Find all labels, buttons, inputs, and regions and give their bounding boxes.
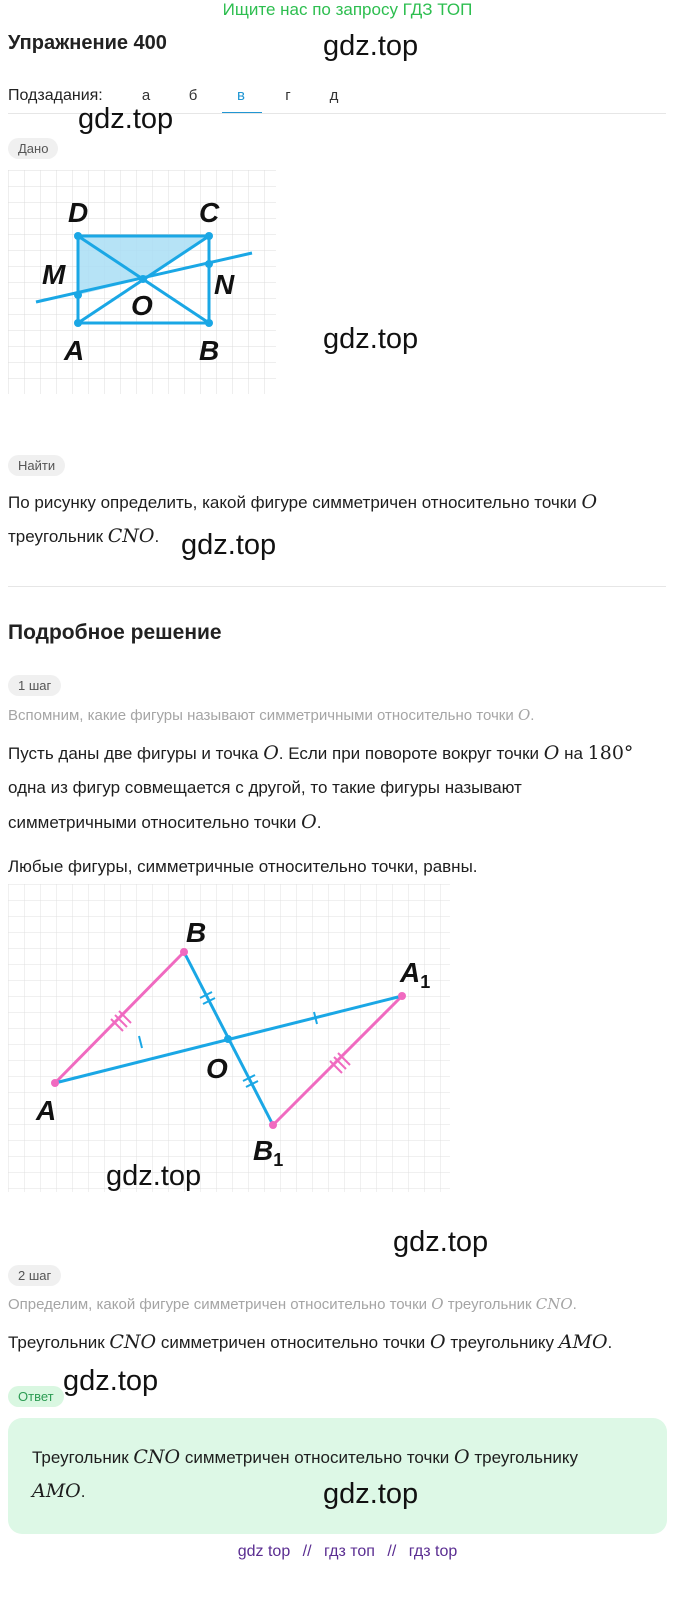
math-amo: AMO <box>32 1480 81 1502</box>
tab-b[interactable]: б <box>188 87 198 104</box>
math-o: O <box>430 1331 446 1353</box>
punct: . <box>572 1296 577 1313</box>
step1-pill: 1 шаг <box>8 675 61 696</box>
answer-line2 <box>32 1474 86 1509</box>
label-d: D <box>68 197 89 228</box>
given-pill: Дано <box>8 138 58 159</box>
label-b1: $B_1$ <box>253 1135 284 1170</box>
find-text: По рисунку определить, какой фигуре симметричен относительно точки <box>8 493 577 512</box>
math-o: O <box>263 742 279 764</box>
point-o <box>139 275 147 283</box>
search-banner[interactable]: Ищите нас по запросу ГДЗ ТОП <box>222 0 473 19</box>
text: Треугольник <box>8 1333 105 1352</box>
label-o: O <box>206 1053 228 1084</box>
footer-link[interactable]: гдз топ <box>324 1543 375 1560</box>
text: треугольнику <box>450 1333 555 1352</box>
point-d <box>74 232 82 240</box>
math-amo: AMO <box>558 1331 608 1353</box>
punct: . <box>316 813 322 832</box>
text: Пусть даны две фигуры и точка <box>8 744 259 763</box>
math-o: O <box>301 811 317 833</box>
label-a1: $A_1$ <box>400 957 431 992</box>
hint-text: треугольник <box>447 1296 532 1313</box>
label-a: A <box>64 335 85 366</box>
label-c: C <box>199 197 220 228</box>
footer-separator: // <box>387 1543 397 1560</box>
point-a1 <box>398 992 406 1000</box>
find-pill: Найти <box>8 455 65 476</box>
symmetry-figure <box>8 884 453 1194</box>
math-cno: CNO <box>107 525 155 547</box>
punct: . <box>530 707 535 724</box>
step2-hint <box>8 1295 577 1313</box>
tab-g[interactable]: г <box>285 87 291 104</box>
text: симметричными относительно точки <box>8 813 297 832</box>
solution-heading: Подробное решение <box>8 621 222 644</box>
math-cno: CNO <box>535 1295 573 1313</box>
tab-d[interactable]: д <box>329 87 339 104</box>
footer-separator: // <box>302 1543 312 1560</box>
rectangle-figure <box>8 170 278 395</box>
footer-link[interactable]: гдз top <box>408 1543 458 1560</box>
answer-box <box>8 1418 667 1534</box>
footer-link[interactable]: gdz top <box>237 1543 291 1560</box>
watermark: gdz.top <box>181 529 277 561</box>
label-b: B <box>199 335 220 366</box>
footer <box>0 1543 695 1561</box>
point-m <box>74 291 82 299</box>
watermark: gdz.top <box>63 1365 159 1397</box>
find-text-line1 <box>8 485 597 520</box>
find-text: треугольник <box>8 527 104 546</box>
point-n <box>205 260 213 268</box>
hint-text: Вспомним, какие фигуры называют симметричными относительно точки <box>8 707 514 724</box>
step1-p4: Любые фигуры, симметричные относительно точки, равны. <box>8 857 478 876</box>
watermark: gdz.top <box>323 1478 419 1510</box>
find-text-line2 <box>8 519 159 554</box>
point-a <box>51 1079 59 1087</box>
label-m: M <box>42 259 66 290</box>
math-o: O <box>543 742 560 764</box>
step1-p3 <box>8 805 321 840</box>
point-b1 <box>269 1121 277 1129</box>
tab-v[interactable]: в <box>237 87 245 104</box>
math-o: O <box>517 706 531 724</box>
tab-a[interactable]: а <box>141 87 151 104</box>
step1-p1 <box>8 736 633 771</box>
point-c <box>205 232 213 240</box>
text: треугольнику <box>474 1448 579 1467</box>
math-180: 180° <box>587 742 634 764</box>
answer-line1 <box>32 1440 578 1475</box>
point-a <box>74 319 82 327</box>
point-b <box>180 948 188 956</box>
watermark: gdz.top <box>323 323 419 355</box>
label-b: B <box>186 917 207 948</box>
text: симметричен относительно точки <box>184 1448 450 1467</box>
watermark: gdz.top <box>393 1226 489 1258</box>
punct: . <box>154 527 160 546</box>
watermark: gdz.top <box>106 1160 202 1192</box>
point-b <box>205 319 213 327</box>
math-o: O <box>581 491 598 513</box>
text: Треугольник <box>32 1448 129 1467</box>
math-o: O <box>454 1446 470 1468</box>
punct: . <box>80 1482 86 1501</box>
answer-pill: Ответ <box>8 1386 64 1407</box>
punct: . <box>607 1333 613 1352</box>
label-n: N <box>214 269 235 300</box>
watermark: gdz.top <box>78 103 174 135</box>
text: . Если при повороте вокруг точки <box>278 744 540 763</box>
step1-hint <box>8 706 534 724</box>
text: на <box>564 744 583 763</box>
divider <box>8 586 666 587</box>
math-o: O <box>431 1295 444 1313</box>
label-a: A <box>36 1095 57 1126</box>
page-title: Упражнение 400 <box>8 32 167 54</box>
text: симметричен относительно точки <box>160 1333 426 1352</box>
label-o: O <box>131 290 153 321</box>
step1-p2: одна из фигур совмещается с другой, то такие фигуры называют <box>8 778 522 797</box>
watermark: gdz.top <box>323 30 419 62</box>
hint-text: Определим, какой фигуре симметричен относительно точки <box>8 1296 428 1313</box>
math-cno: CNO <box>109 1331 157 1353</box>
step2-pill: 2 шаг <box>8 1265 61 1286</box>
point-o <box>224 1035 232 1043</box>
subtasks-label: Подзадания: <box>8 87 103 104</box>
math-cno: CNO <box>133 1446 181 1468</box>
step2-text <box>8 1325 612 1360</box>
